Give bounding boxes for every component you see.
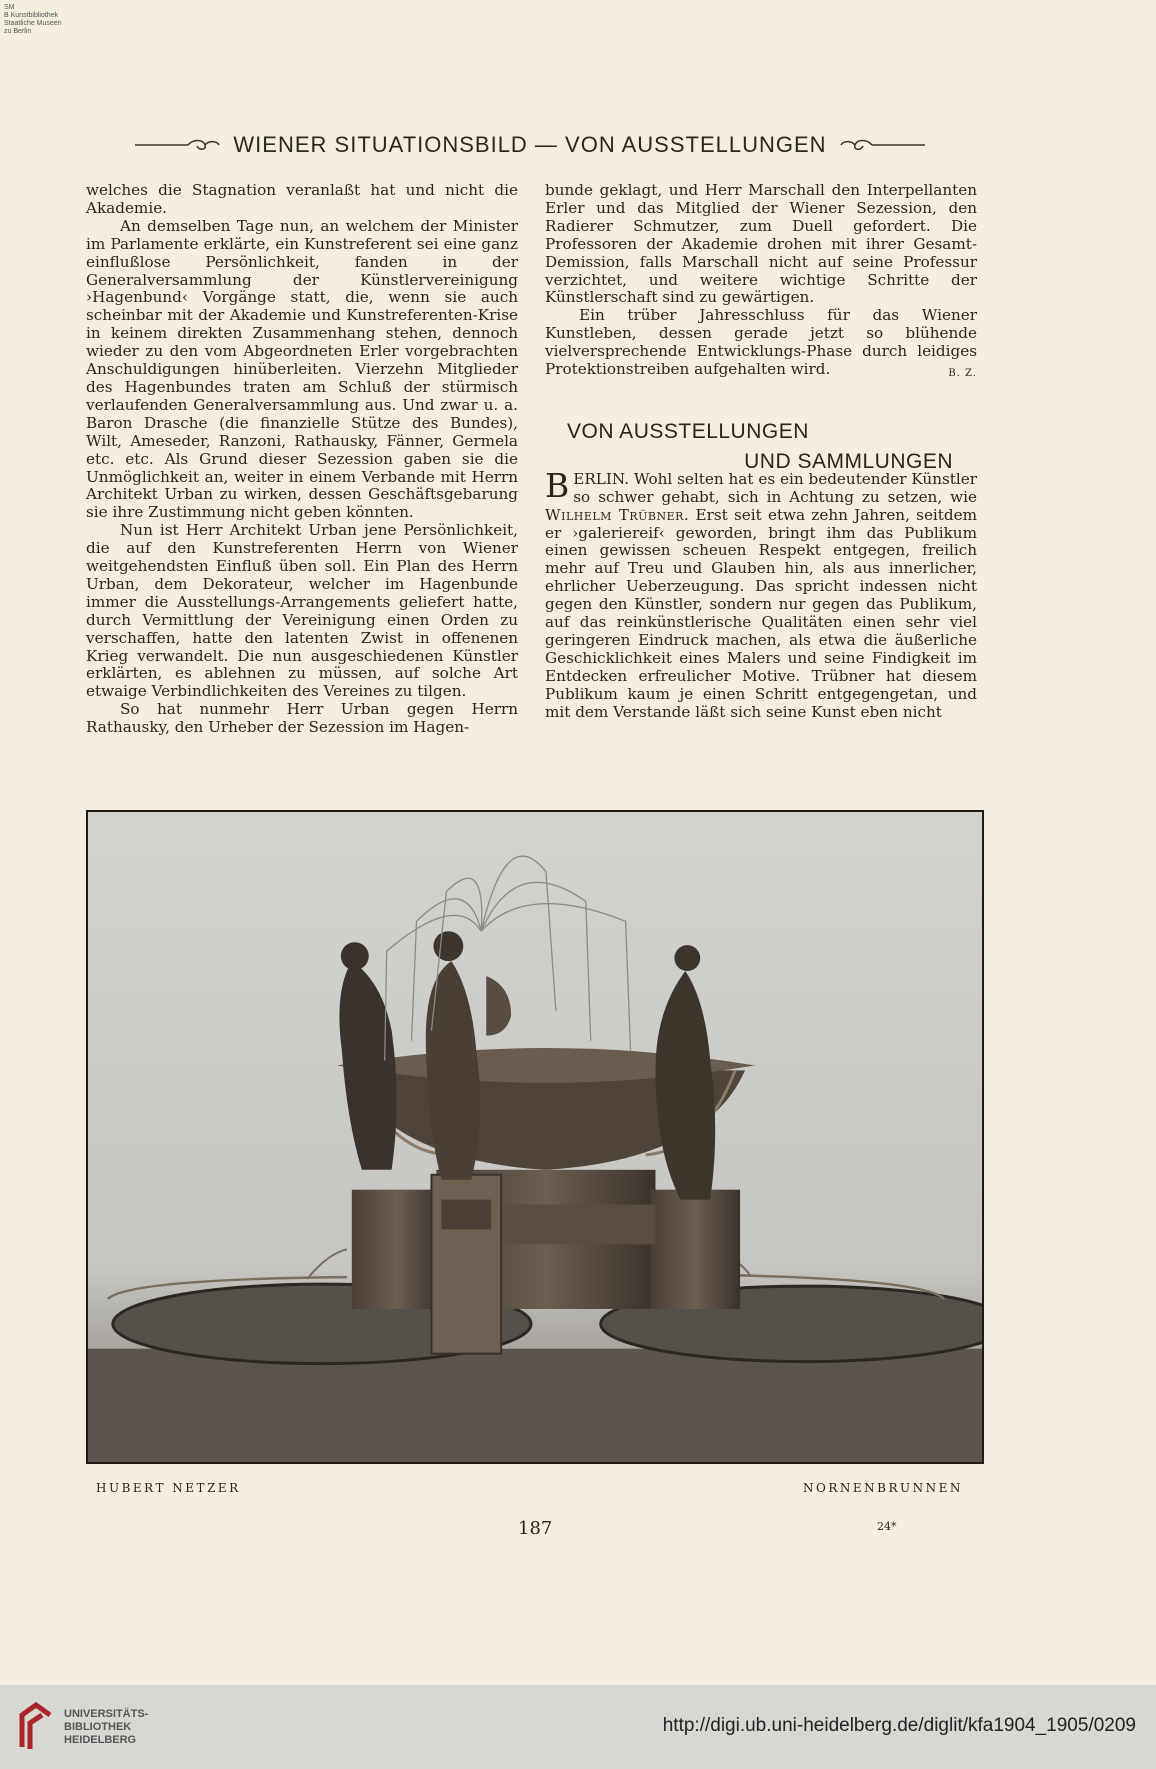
section-lead: ERLIN. [573, 469, 630, 488]
artist-name: Wilhelm Trübner. [545, 505, 690, 524]
section-text: Erst seit etwa zehn Jahren, seitdem er ›galeriereif‹ geworden, bringt ihm das Publikum einen gewissen scheuen Respekt entgegen, freilich mehr auf Treu und Glauben hin, als aus innerlicher, ehrlicher Ueberzeugung. Das spricht indessen nicht gegen den Künstler, sondern nur gegen das Publikum, auf das reinkünstlerische Qualitäten einen sehr viel geringeren Eindruck machen, als etwa die äußerliche Geschicklichkeit eines Malers und seine Findigkeit im Entdecken erfreulicher Motive. Trübner hat diesem Publikum kaum je einen Schritt entgegengetan, und mit dem Verstande läßt sich seine Kunst eben nicht [545, 505, 978, 721]
caption-artist: HUBERT NETZER [96, 1481, 241, 1495]
library-stamp [4, 4, 62, 36]
library-name [64, 1708, 148, 1747]
right-column [545, 182, 977, 721]
section-text: Wohl selten hat es ein bedeutender Künstler so schwer gehabt, sich in Achtung zu setzen, wie [573, 469, 977, 506]
stamp-line: zu Berlin [4, 28, 32, 35]
left-column [86, 182, 518, 737]
fountain-illustration [88, 812, 982, 1462]
source-url[interactable]: http://digi.ub.uni-heidelberg.de/diglit/kfa1904_1905/0209 [662, 1715, 1136, 1736]
library-name-line: UNIVERSITÄTS- [64, 1707, 149, 1720]
heidelberg-library-logo-icon [16, 1701, 56, 1753]
caption-title: NORNENBRUNNEN [803, 1481, 963, 1495]
paragraph: welches die Stagnation veranlaßt hat und nicht die Akademie. [86, 181, 518, 217]
section-paragraph [545, 465, 978, 722]
paragraph: Nun ist Herr Architekt Urban jene Persönlichkeit, die auf den Kunstreferenten Herrn von Wiener weitgehendsten Einfluß üben soll. Ein Plan des Herrn Urban, dem Dekorateur, welcher im Hagenbunde immer die Ausstellungs-Arrangements geliefert hatte, durch Vermittlung der Vereinigung einen Orden zu verschaffen, hatte den latenten Zwist in offenenen Krieg verwandelt. Die nun ausgeschiedenen Künstler erklärten, es ablehnen zu müssen, auf solche Art etwaige Verbindlichkeiten des Vereines zu tilgen. [86, 521, 518, 701]
stamp-line: Staatliche Museen [4, 20, 62, 27]
paragraph: So hat nunmehr Herr Urban gegen Herrn Rathausky, den Urheber der Sezession im Hagen- [86, 700, 518, 737]
stamp-line: B Kunstbibliothek [4, 12, 59, 19]
ornament-right-icon [837, 137, 927, 153]
ornament-left-icon [133, 137, 223, 153]
page-number: 187 [518, 1518, 553, 1539]
footer-bar [0, 1685, 1156, 1769]
paragraph-text: Ein trüber Jahresschluss für das Wiener Kunstleben, dessen gerade jetzt so blühende vielversprechende Entwicklungs-Phase durch leidiges Protektionstreiben aufgehalten wird. [545, 306, 977, 379]
section-heading [545, 419, 977, 473]
running-head [100, 130, 960, 160]
paragraph: An demselben Tage nun, an welchem der Minister im Parlamente erklärte, ein Kunstreferent sei eine ganz einflußlose Persönlichkeit, fanden in der Generalversammlung der Künstlervereinigung ›Hagenbund‹ Vorgänge statt, die, wenn sie auch scheinbar mit der Akademie und Kunstreferenten-Krise in keinem direkten Zusammenhang stehen, dennoch wieder zu den vom Abgeordneten Erler vorgebrachten Anschuldigungen hinüberleiten. Vierzehn Mitglieder des Hagenbundes traten am Schluß der stürmisch verlaufenden Generalversammlung aus. Und zwar u. a. Baron Drasche (die finanzielle Stütze des Bundes), Wilt, Ameseder, Ranzoni, Rathausky, Fänner, Germela etc. etc. Als Grund dieser Sezession gaben sie die Unmöglichkeit an, weiter in einem Verbande mit Herrn Architekt Urban zu wirken, dessen Geschäftsgebarung sie ihre Zustimmung nicht geben könnten. [86, 216, 518, 522]
drop-cap: B [545, 465, 570, 505]
author-signature: B. Z. [948, 368, 977, 380]
paragraph [545, 307, 977, 379]
stamp-line: SM [4, 4, 15, 11]
library-name-line: HEIDELBERG [64, 1733, 137, 1746]
signature-mark: 24* [877, 1520, 897, 1533]
library-name-line: BIBLIOTHEK [64, 1720, 132, 1733]
running-head-title: WIENER SITUATIONSBILD — VON AUSSTELLUNGEN [233, 132, 827, 157]
section-heading-line: VON AUSSTELLUNGEN [567, 419, 809, 443]
fountain-photograph [86, 810, 984, 1464]
paragraph: bunde geklagt, und Herr Marschall den Interpellanten Erler und das Mitglied der Wiener Sezession, den Radierer Schmutzer, zum Duell gefordert. Die Professoren der Akademie drohen mit ihrer Gesamt-Demission, falls Marschall nicht auf seine Professur verzichtet, und weitere wichtige Schritte der Künstlerschaft sind zu gewärtigen. [545, 181, 977, 307]
section-heading-line: UND SAMMLUNGEN [744, 449, 953, 473]
